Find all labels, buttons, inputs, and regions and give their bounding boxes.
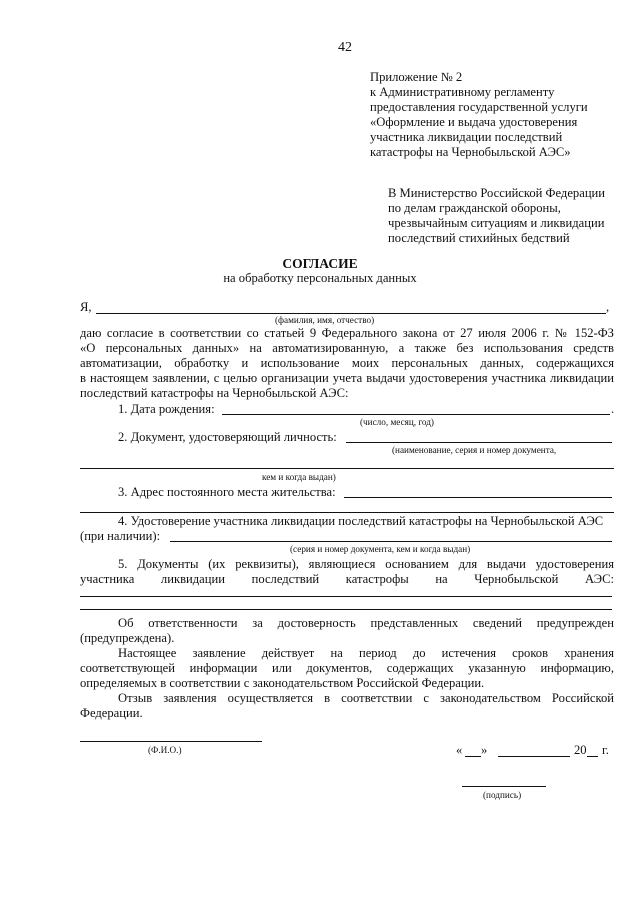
id-document-hint-2: кем и когда выдан) bbox=[262, 472, 336, 482]
date-close-quote: » bbox=[481, 743, 488, 757]
address-field-2[interactable] bbox=[80, 512, 614, 513]
date-year-suffix: г. bbox=[602, 743, 609, 757]
documents-field[interactable] bbox=[80, 596, 612, 597]
date-day-field[interactable] bbox=[465, 756, 481, 757]
date-year-prefix: 20 bbox=[574, 743, 587, 757]
addressee-line: чрезвычайным ситуациям и ликвидации bbox=[388, 216, 605, 230]
name-hint: (фамилия, имя, отчество) bbox=[275, 315, 375, 325]
consent-line: последствий катастрофы на Чернобыльской АЭС: bbox=[80, 386, 349, 400]
validity-line: Настоящее заявление действует на период до истечения сроков хранения bbox=[118, 646, 614, 660]
addressee-line: В Министерство Российской Федерации bbox=[388, 186, 606, 200]
address-label: 3. Адрес постоянного места жительства: bbox=[118, 485, 336, 499]
appendix-line: катастрофы на Чернобыльской АЭС» bbox=[370, 145, 571, 159]
date-year-field[interactable] bbox=[587, 756, 598, 757]
certificate-hint: (серия и номер документа, кем и когда выдан) bbox=[290, 544, 471, 554]
page-number: 42 bbox=[338, 40, 352, 55]
birth-date-suffix: . bbox=[611, 402, 615, 416]
date-open-quote: « bbox=[456, 743, 463, 757]
document-subtitle: на обработку персональных данных bbox=[223, 271, 417, 285]
responsibility-line: (предупреждена). bbox=[80, 631, 175, 645]
revocation-line: Федерации. bbox=[80, 706, 143, 720]
documents-line: участника ликвидации последствий катастрофы на Чернобыльской АЭС: bbox=[80, 572, 614, 586]
validity-line: определяемых в соответствии с законодательством Российской Федерации. bbox=[80, 676, 485, 690]
document-title: СОГЛАСИЕ bbox=[282, 256, 358, 271]
name-field[interactable] bbox=[96, 313, 606, 314]
name-prefix: Я, bbox=[80, 300, 92, 314]
appendix-line: Приложение № 2 bbox=[370, 70, 463, 84]
signature-field[interactable] bbox=[462, 786, 546, 787]
birth-date-field[interactable] bbox=[222, 414, 610, 415]
birth-date-hint: (число, месяц, год) bbox=[360, 417, 434, 427]
id-document-label: 2. Документ, удостоверяющий личность: bbox=[118, 430, 337, 444]
fio-hint: (Ф.И.О.) bbox=[148, 745, 182, 755]
responsibility-line: Об ответственности за достоверность представленных сведений предупрежден bbox=[118, 616, 614, 630]
consent-line: «О персональных данных» на автоматизированную, а также без использования средств bbox=[80, 341, 614, 355]
documents-line: 5. Документы (их реквизиты), являющиеся основанием для выдачи удостоверения bbox=[118, 557, 614, 571]
id-document-field[interactable] bbox=[346, 442, 612, 443]
fio-field[interactable] bbox=[80, 741, 262, 742]
addressee-line: последствий стихийных бедствий bbox=[388, 231, 570, 245]
certificate-field[interactable] bbox=[170, 541, 612, 542]
id-document-hint: (наименование, серия и номер документа, bbox=[392, 445, 557, 455]
addressee-line: по делам гражданской обороны, bbox=[388, 201, 561, 215]
appendix-line: участника ликвидации последствий bbox=[370, 130, 563, 144]
signature-hint: (подпись) bbox=[483, 790, 522, 800]
validity-line: соответствующей информации или документов, содержащих указанную информацию, bbox=[80, 661, 614, 675]
certificate-label: (при наличии): bbox=[80, 529, 161, 543]
revocation-line: Отзыв заявления осуществляется в соответствии с законодательством Российской bbox=[118, 691, 614, 705]
appendix-line: «Оформление и выдача удостоверения bbox=[370, 115, 578, 129]
appendix-line: предоставления государственной услуги bbox=[370, 100, 588, 114]
date-month-field[interactable] bbox=[498, 756, 570, 757]
certificate-line: 4. Удостоверение участника ликвидации последствий катастрофы на Чернобыльской АЭС bbox=[118, 514, 604, 528]
consent-line: автоматизации, обработку и использование моих персональных данных, содержащихся bbox=[80, 356, 614, 370]
address-field[interactable] bbox=[344, 497, 612, 498]
birth-date-label: 1. Дата рождения: bbox=[118, 402, 215, 416]
appendix-line: к Административному регламенту bbox=[370, 85, 555, 99]
id-document-field-2[interactable] bbox=[80, 468, 614, 469]
documents-field-2[interactable] bbox=[80, 609, 612, 610]
consent-line: даю согласие в соответствии со статьей 9 Федерального закона от 27 июля 2006 г. № 152-ФЗ bbox=[80, 326, 614, 340]
name-suffix: , bbox=[606, 300, 610, 314]
consent-line: в настоящем заявлении, с целью организации учета выдачи удостоверения участника ликвидации bbox=[80, 371, 614, 385]
